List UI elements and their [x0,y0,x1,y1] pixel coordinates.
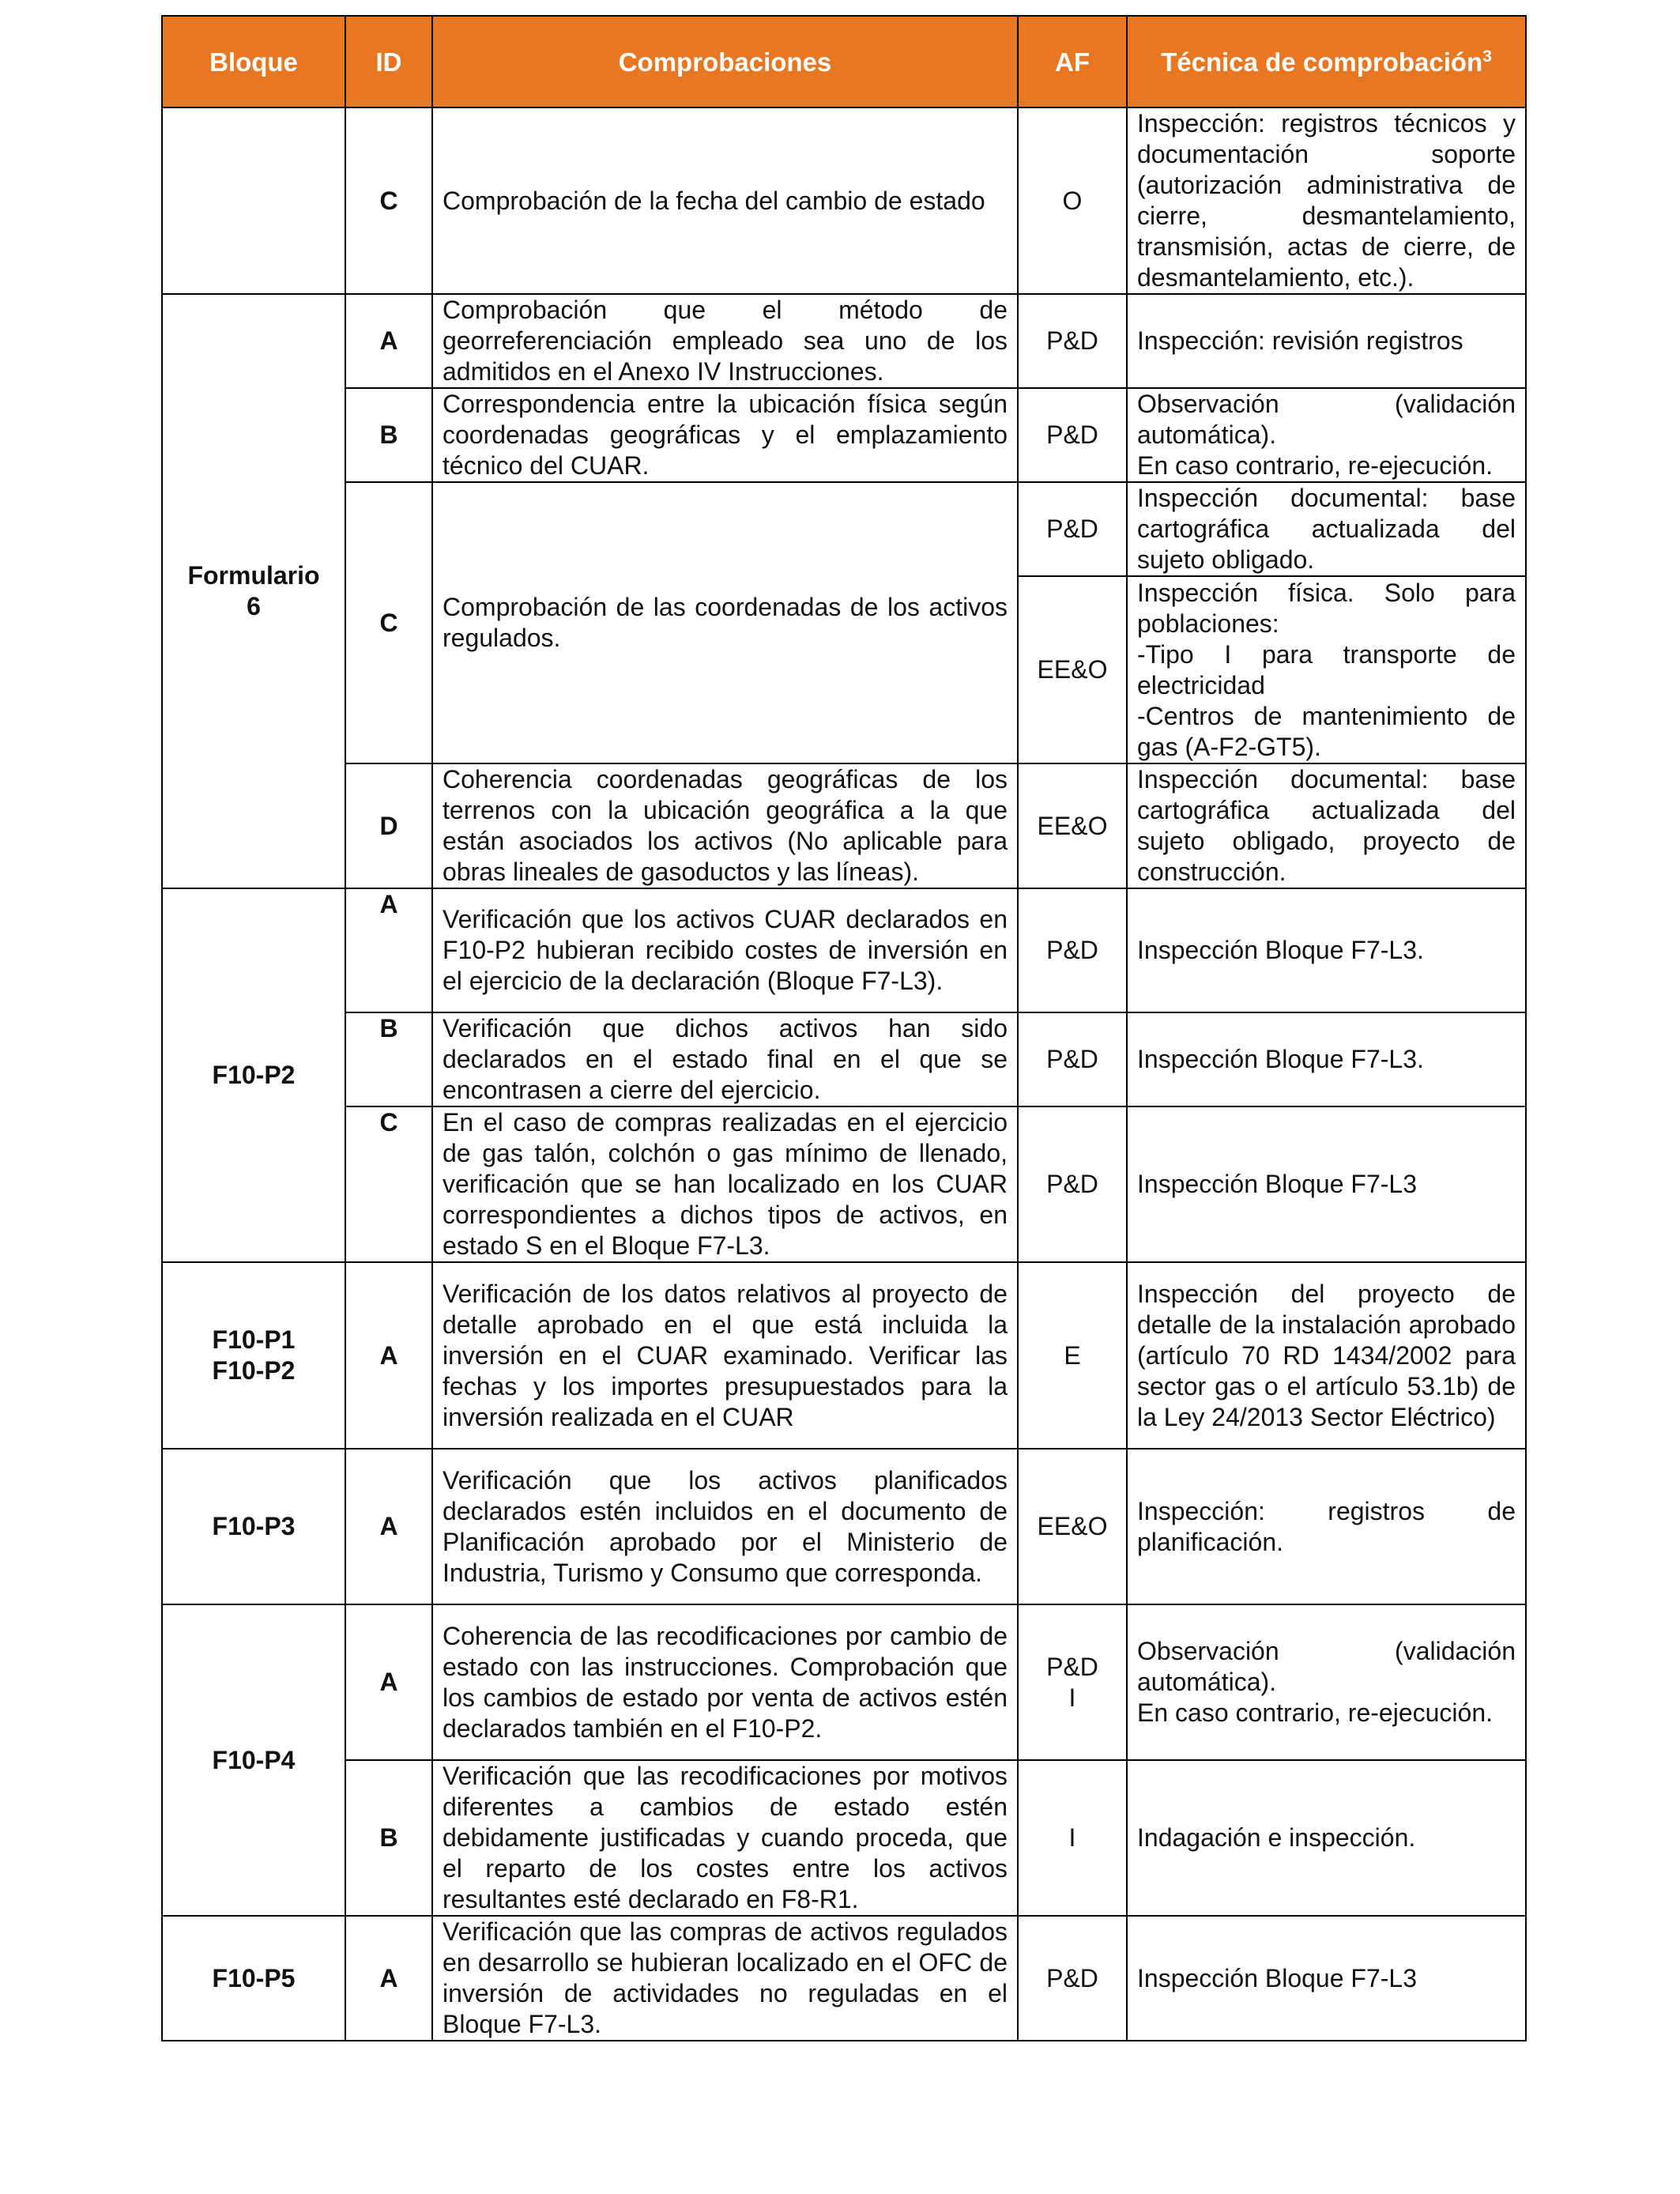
table-row [162,1262,1526,1449]
table-row [162,763,1526,888]
id-cell: D [345,763,432,888]
comprobacion-cell: Comprobación de la fecha del cambio de estado [432,107,1018,294]
comprobacion-cell: Comprobación de las coordenadas de los activos regulados. [432,482,1018,763]
id-cell: C [345,482,432,763]
comprobacion-cell: En el caso de compras realizadas en el ejercicio de gas talón, colchón o gas mínimo de llenado, verificación que se han localizado en los CUAR correspondientes a dichos tipos de activos, en estado S en el Bloque F7-L3. [432,1106,1018,1262]
tecnica-line: En caso contrario, re-ejecución. [1137,1698,1493,1727]
af-cell [1018,1604,1127,1760]
header-bloque: Bloque [162,16,345,107]
comprobacion-cell: Verificación que las compras de activos regulados en desarrollo se hubieran localizado en el OFC de inversión de actividades no reguladas en el Bloque F7-L3. [432,1916,1018,2041]
tecnica-cell: Inspección Bloque F7-L3 [1127,1916,1526,2041]
id-cell: C [345,1106,432,1262]
comprobacion-cell: Comprobación que el método de georreferenciación empleado sea uno de los admitidos en el Anexo IV Instrucciones. [432,294,1018,388]
table-row [162,1604,1526,1760]
bloque-line: F10-P1 [212,1325,296,1354]
comprobacion-cell: Verificación que dichos activos han sido declarados en el estado final en el que se encontrasen a cierre del ejercicio. [432,1012,1018,1106]
af-cell: O [1018,107,1127,294]
af-cell: P&D [1018,294,1127,388]
bloque-cell-f10-p3: F10-P3 [162,1449,345,1604]
tecnica-line: -Tipo I para transporte de electricidad [1137,639,1516,699]
af-cell: EE&O [1018,576,1127,763]
tecnica-line: En caso contrario, re-ejecución. [1137,451,1493,480]
af-cell: P&D [1018,388,1127,482]
comprobacion-cell: Verificación que los activos planificados declarados estén incluidos en el documento de Planificación aprobado por el Ministerio de Industria, Turismo y Consumo que corresponda. [432,1449,1018,1604]
af-line: I [1068,1683,1076,1712]
tecnica-cell: Inspección Bloque F7-L3. [1127,888,1526,1012]
af-cell: EE&O [1018,1449,1127,1604]
table-row [162,888,1526,1012]
table-row [162,1012,1526,1106]
bloque-cell-formulario-6 [162,294,345,888]
table-header-row [162,16,1526,107]
header-af: AF [1018,16,1127,107]
af-cell: P&D [1018,482,1127,576]
id-cell: A [345,1604,432,1760]
tecnica-line: Inspección física. Solo para poblaciones: [1137,578,1516,638]
id-cell: B [345,1760,432,1916]
bloque-cell-f10-p5: F10-P5 [162,1916,345,2041]
footnote-marker: 3 [1482,47,1492,66]
id-cell: A [345,888,432,1012]
tecnica-cell: Inspección Bloque F7-L3. [1127,1012,1526,1106]
id-cell: A [345,1449,432,1604]
table-row [162,1449,1526,1604]
bloque-cell-f10-p4: F10-P4 [162,1604,345,1916]
tecnica-cell [1127,1604,1526,1760]
tecnica-cell: Inspección: registros de planificación. [1127,1449,1526,1604]
id-cell: A [345,1262,432,1449]
comprobacion-cell: Correspondencia entre la ubicación física según coordenadas geográficas y el emplazamiento técnico del CUAR. [432,388,1018,482]
bloque-line: Formulario [187,561,320,590]
comprobacion-cell: Coherencia coordenadas geográficas de los terrenos con la ubicación geográfica a la que están asociados los activos (No aplicable para obras lineales de gasoductos y las líneas). [432,763,1018,888]
id-cell: A [345,294,432,388]
checks-table [161,15,1527,2041]
tecnica-cell: Inspección Bloque F7-L3 [1127,1106,1526,1262]
comprobacion-cell: Verificación que las recodificaciones por motivos diferentes a cambios de estado estén debidamente justificadas y cuando proceda, que el reparto de los costes entre los activos resultantes esté declarado en F8-R1. [432,1760,1018,1916]
tecnica-line: Observación (validación automática). [1137,1637,1516,1696]
af-cell: P&D [1018,888,1127,1012]
table-row [162,482,1526,576]
tecnica-cell: Inspección documental: base cartográfica actualizada del sujeto obligado. [1127,482,1526,576]
af-cell: I [1018,1760,1127,1916]
bloque-cell-f10-p2: F10-P2 [162,888,345,1262]
comprobacion-cell: Coherencia de las recodificaciones por cambio de estado con las instrucciones. Comprobación que los cambios de estado por venta de activos estén declarados también en el F10-P2. [432,1604,1018,1760]
id-cell: A [345,1916,432,2041]
af-cell: P&D [1018,1106,1127,1262]
af-cell: EE&O [1018,763,1127,888]
id-cell: C [345,107,432,294]
table-row [162,294,1526,388]
tecnica-cell: Indagación e inspección. [1127,1760,1526,1916]
header-comprobaciones: Comprobaciones [432,16,1018,107]
table-row [162,1106,1526,1262]
checks-table-container [161,15,1525,2041]
tecnica-cell: Inspección documental: base cartográfica actualizada del sujeto obligado, proyecto de construcción. [1127,763,1526,888]
tecnica-line: -Centros de mantenimiento de gas (A-F2-GT5). [1137,701,1516,761]
header-tecnica [1127,16,1526,107]
af-cell: P&D [1018,1012,1127,1106]
id-cell: B [345,388,432,482]
bloque-cell-f10-p1-p2 [162,1262,345,1449]
table-row [162,1916,1526,2041]
tecnica-cell: Inspección del proyecto de detalle de la instalación aprobado (artículo 70 RD 1434/2002 para sector gas o el artículo 53.1b) de la Ley 24/2013 Sector Eléctrico) [1127,1262,1526,1449]
af-line: P&D [1046,1652,1098,1681]
table-row [162,107,1526,294]
tecnica-line: Observación (validación automática). [1137,390,1516,449]
table-row [162,1760,1526,1916]
comprobacion-cell: Verificación de los datos relativos al proyecto de detalle aprobado en el que está incluida la inversión en el CUAR examinado. Verificar las fechas y los importes presupuestados para la inversión realizada en el CUAR [432,1262,1018,1449]
tecnica-cell: Inspección: registros técnicos y documentación soporte (autorización administrativa de cierre, desmantelamiento, transmisión, actas de cierre, de desmantelamiento, etc.). [1127,107,1526,294]
bloque-cell-empty [162,107,345,294]
tecnica-cell [1127,388,1526,482]
af-cell: E [1018,1262,1127,1449]
tecnica-cell [1127,576,1526,763]
comprobacion-cell: Verificación que los activos CUAR declarados en F10-P2 hubieran recibido costes de inversión en el ejercicio de la declaración (Bloque F7-L3). [432,888,1018,1012]
tecnica-cell: Inspección: revisión registros [1127,294,1526,388]
id-cell: B [345,1012,432,1106]
table-row [162,388,1526,482]
header-id: ID [345,16,432,107]
af-cell: P&D [1018,1916,1127,2041]
bloque-line: 6 [247,592,261,620]
header-tecnica-label: Técnica de comprobación [1161,47,1483,77]
bloque-line: F10-P2 [212,1356,296,1385]
